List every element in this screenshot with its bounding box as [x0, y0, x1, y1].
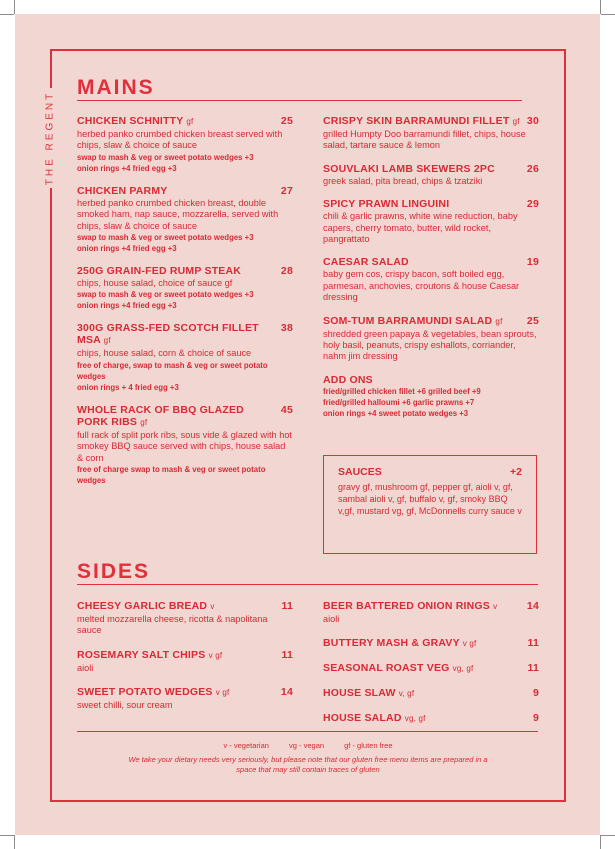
item-description: shredded green papaya & vegetables, bean sprouts, holy basil, peanuts, crispy eshallots, corriander, nahm jim dressing: [323, 328, 537, 362]
sides-title: SIDES: [77, 560, 151, 583]
menu-item: [323, 115, 539, 152]
item-header: [323, 315, 539, 328]
item-name: SWEET POTATO WEDGES: [77, 686, 213, 699]
item-header: [77, 265, 293, 277]
item-header: [323, 637, 539, 650]
item-header: [323, 163, 539, 175]
dietary-tag: vg, gf: [404, 714, 426, 724]
item-description: herbed panko crumbed chicken breast served with chips, slaw & choice of sauce: [77, 129, 283, 151]
item-header: [323, 712, 539, 725]
item-header: [77, 322, 293, 347]
dietary-tag: v gf: [215, 688, 230, 698]
item-name-wrap: [323, 712, 426, 725]
dietary-tag: v, gf: [398, 689, 415, 699]
item-name: CRISPY SKIN BARRAMUNDI FILLET: [323, 115, 510, 127]
item-name-wrap: [77, 265, 241, 277]
item-header: [323, 687, 539, 700]
crop-mark: [601, 835, 615, 836]
item-header: [77, 185, 293, 197]
crop-mark: [14, 835, 15, 849]
item-name-wrap: [77, 185, 168, 197]
item-price: 19: [526, 256, 539, 269]
gluten-footnote: We take your dietary needs very seriously, but please note that our gluten free menu items are prepared in a space that may still contain traces of gluten: [128, 755, 488, 774]
item-price: 9: [532, 712, 539, 725]
item-name: HOUSE SALAD: [323, 712, 402, 725]
item-name-wrap: [77, 404, 275, 429]
item-header: [323, 198, 539, 210]
item-name-wrap: [323, 315, 503, 328]
dietary-tag: v gf: [462, 639, 477, 649]
item-header: [323, 256, 539, 268]
dietary-tag: gf: [140, 417, 148, 427]
dietary-tag: v: [493, 602, 498, 611]
item-name-wrap: [323, 637, 476, 650]
item-name: WHOLE RACK OF BBQ GLAZED PORK RIBS: [77, 403, 244, 428]
item-price: 27: [280, 184, 293, 197]
sides-right-column: [323, 600, 539, 737]
item-name-wrap: [323, 115, 520, 128]
item-description: chips, house salad, choice of sauce gf: [77, 278, 233, 289]
dietary-tag: gf: [186, 117, 194, 126]
item-name: BEER BATTERED ONION RINGS: [323, 600, 490, 612]
legend-vegan: vg - vegan: [289, 741, 325, 750]
item-name-wrap: [77, 649, 222, 662]
item-name-wrap: [323, 198, 449, 210]
item-price: 11: [527, 662, 539, 675]
item-name: ROSEMARY SALT CHIPS: [77, 648, 206, 661]
item-description: aioli: [323, 614, 340, 624]
crop-mark: [0, 835, 14, 836]
item-price: 45: [280, 403, 293, 416]
item-name: 300G GRASS-FED SCOTCH FILLET MSA: [77, 322, 259, 347]
item-name: SOUVLAKI LAMB SKEWERS 2PC: [323, 162, 495, 175]
item-header: [77, 115, 293, 128]
mains-right-column: [323, 115, 539, 430]
menu-item: [77, 600, 293, 637]
item-price: 30: [526, 115, 539, 127]
item-name-wrap: [323, 163, 495, 175]
sauces-header: [338, 466, 522, 478]
item-name-wrap: [77, 600, 215, 613]
item-price: 38: [280, 322, 293, 335]
item-price: 25: [280, 115, 293, 127]
item-description: chips, house salad, corn & choice of sauce: [77, 348, 252, 359]
item-description: melted mozzarella cheese, ricotta & napolitana sauce: [77, 614, 268, 636]
item-name: CHICKEN PARMY: [77, 184, 168, 197]
menu-item: [77, 115, 293, 174]
item-extra: free of charge, swap to mash & veg or sweet potato wedges: [77, 360, 268, 381]
item-header: [323, 600, 539, 613]
dietary-tag: gf: [103, 336, 111, 346]
mains-title: MAINS: [77, 76, 155, 99]
addon-line: fried/grilled chicken fillet +6 grilled beef +9: [323, 386, 481, 396]
item-description: grilled Humpty Doo barramundi fillet, chips, house salad, tartare sauce & lemon: [323, 129, 526, 151]
item-name: BUTTERY MASH & GRAVY: [323, 637, 460, 650]
mains-left-column: [77, 115, 293, 497]
item-name-wrap: [323, 687, 414, 700]
menu-item: [323, 712, 539, 725]
item-price: 11: [281, 648, 293, 661]
crop-mark: [600, 835, 601, 849]
item-name-wrap: [77, 322, 275, 347]
item-name: 250G GRAIN-FED RUMP STEAK: [77, 265, 242, 278]
brand-vertical: THE REGENT: [44, 90, 56, 186]
item-header: [323, 662, 539, 675]
menu-item: [323, 315, 539, 363]
item-description: aioli: [77, 662, 94, 673]
item-name-wrap: [77, 115, 193, 128]
item-extra: swap to mash & veg or sweet potato wedges +3: [77, 152, 254, 162]
item-extra: onion rings +4 fried egg +3: [77, 163, 177, 173]
item-extra: onion rings +4 fried egg +3: [77, 301, 177, 311]
item-header: [77, 686, 293, 699]
menu-item: [77, 404, 293, 486]
mains-rule: [77, 100, 522, 101]
footer-rule: [77, 731, 538, 732]
menu-item: [77, 185, 293, 254]
item-description: sweet chilli, sour cream: [77, 700, 173, 711]
menu-item: [323, 687, 539, 700]
item-name-wrap: [323, 662, 473, 675]
item-description: herbed panko crumbed chicken breast, double smoked ham, nap sauce, mozzarella, served with chips, slaw & choice of sauce: [77, 197, 279, 231]
item-name: SEASONAL ROAST VEG: [323, 662, 450, 675]
item-price: 9: [532, 687, 539, 700]
dietary-legend: [50, 741, 566, 750]
dietary-tag: v: [210, 602, 215, 611]
menu-item: [77, 322, 293, 392]
addon-line: fried/grilled halloumi +6 garlic prawns +7: [323, 397, 475, 407]
sauces-box: [323, 455, 537, 554]
item-name: SOM-TUM BARRAMUNDI SALAD: [323, 314, 493, 327]
item-price: 14: [526, 600, 539, 612]
item-header: [77, 649, 293, 662]
item-name: CAESAR SALAD: [323, 256, 409, 269]
sauces-title: SAUCES: [338, 466, 382, 478]
menu-item: [323, 198, 539, 245]
item-header: [77, 600, 293, 613]
menu-item: [323, 256, 539, 303]
item-extra: swap to mash & veg or sweet potato wedges +3: [77, 233, 254, 243]
dietary-tag: vg, gf: [452, 664, 474, 674]
item-extra: free of charge swap to mash & veg or sweet potato wedges: [77, 465, 266, 486]
dietary-tag: v gf: [208, 650, 223, 660]
item-name: HOUSE SLAW: [323, 687, 396, 700]
item-description: chili & garlic prawns, white wine reduction, baby capers, cherry tomato, butter, wild rocket, pangrattato: [323, 211, 518, 245]
sides-rule: [77, 584, 538, 585]
item-name-wrap: [323, 600, 497, 613]
item-header: [77, 404, 293, 429]
item-price: 14: [280, 686, 293, 699]
crop-mark: [14, 0, 15, 14]
item-price: 29: [526, 198, 539, 211]
item-name-wrap: [323, 256, 409, 268]
item-description: greek salad, pita bread, chips & tzatziki: [323, 175, 483, 186]
item-description: full rack of split pork ribs, sous vide & glazed with hot smokey BBQ sauce served with chips, house salad & corn: [77, 429, 292, 463]
crop-mark: [600, 0, 601, 14]
item-price: 11: [281, 600, 293, 612]
item-description: baby gem cos, crispy bacon, soft boiled egg, parmesan, anchovies, croutons & house Caesar dressing: [323, 269, 520, 303]
item-extra: onion rings +4 fried egg +3: [77, 244, 177, 254]
item-extra: onion rings + 4 fried egg +3: [77, 382, 179, 392]
crop-mark: [0, 14, 14, 15]
crop-mark: [601, 14, 615, 15]
menu-item: [77, 649, 293, 674]
item-price: 11: [527, 637, 539, 650]
addon-line: onion rings +4 sweet potato wedges +3: [323, 408, 469, 418]
item-price: 25: [526, 314, 539, 327]
dietary-tag: gf: [495, 316, 503, 326]
addons-title: ADD ONS: [323, 373, 373, 386]
item-price: 28: [280, 265, 293, 278]
menu-item: [77, 265, 293, 311]
legend-vegetarian: v - vegetarian: [223, 741, 269, 750]
item-name: CHICKEN SCHNITTY: [77, 115, 184, 127]
dietary-tag: gf: [512, 117, 520, 126]
item-header: [323, 115, 539, 128]
addons-block: [323, 374, 539, 419]
menu-item: [77, 686, 293, 711]
sauces-description: gravy gf, mushroom gf, pepper gf, aioli v, gf, sambal aioli v, gf, buffalo v, gf, smoky BBQ v,gf, mustard vg, gf, McDonnells curry sauce v: [338, 482, 522, 517]
item-name: SPICY PRAWN LINGUINI: [323, 198, 450, 211]
item-name: CHEESY GARLIC BREAD: [77, 600, 208, 612]
menu-item: [323, 662, 539, 675]
item-name-wrap: [77, 686, 229, 699]
menu-item: [323, 163, 539, 187]
sauces-price: +2: [510, 466, 522, 478]
legend-gluten-free: gf - gluten free: [344, 741, 393, 750]
menu-item: [323, 637, 539, 650]
menu-item: [323, 600, 539, 625]
sides-left-column: [77, 600, 293, 724]
item-extra: swap to mash & veg or sweet potato wedges +3: [77, 290, 254, 300]
item-price: 26: [526, 162, 539, 175]
